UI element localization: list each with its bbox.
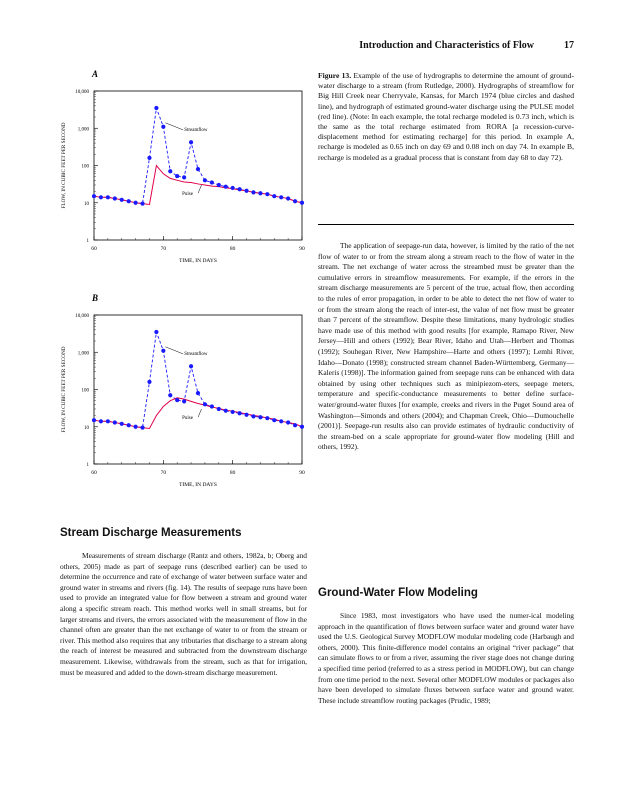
streamflow-point [231, 186, 235, 190]
x-tick-label: 60 [91, 470, 97, 476]
x-tick-label: 80 [229, 470, 236, 476]
page-number: 17 [564, 40, 574, 51]
x-axis-label: TIME, IN DAYS [179, 258, 217, 264]
streamflow-point [113, 420, 117, 424]
streamflow-point [99, 419, 103, 423]
streamflow-point [279, 195, 283, 199]
pulse-leader [198, 409, 201, 417]
streamflow-line [94, 108, 302, 204]
streamflow-point [196, 391, 200, 395]
streamflow-point [140, 425, 144, 429]
streamflow-point [92, 194, 96, 198]
streamflow-point [224, 185, 228, 189]
figure-caption-label: Figure 13. [318, 71, 352, 80]
streamflow-point [154, 106, 158, 110]
streamflow-point [134, 201, 138, 205]
y-tick-label: 1,000 [77, 127, 89, 133]
streamflow-point [244, 189, 248, 193]
y-tick-label: 10 [84, 425, 89, 431]
streamflow-point [265, 192, 269, 196]
panel-label: B [92, 293, 99, 303]
hydrograph-chart-a-svg [60, 69, 310, 272]
streamflow-point [210, 404, 214, 408]
x-tick-label: 60 [91, 246, 97, 252]
plot-frame [94, 315, 302, 464]
y-tick-label: 1 [86, 463, 89, 468]
stream-discharge-heading: Stream Discharge Measurements [60, 527, 242, 539]
streamflow-point [175, 174, 179, 178]
streamflow-point [168, 169, 172, 173]
y-axis-label: FLOW, IN CUBIC FEET PER SECOND [61, 122, 67, 209]
page-header [60, 40, 574, 56]
streamflow-point [147, 156, 151, 160]
stream-discharge-text: Measurements of stream discharge (Rantz and others, 1982a, b; Oberg and others, 2005) made as part of seepage runs (described earlier) can be used to determine the occurrence and rate of exchange of water between surface water and ground water in streams and rivers (fig. 14). The results of seepage runs have been used to provide an integrated value for flow between a stream and ground water along a specific stream reach. This method works well in small streams, but for larger streams and rivers, the errors associated with the measurement of flow in the channel often are greater than the net exchange of water to or from the stream or river. This method also requires that any tributaries that discharge to a stream along the reach of interest be measured and subtracted from the downstream discharge measurement. Likewise, withdrawals from the stream, such as that for irrigation, must be measured and added to the down-stream discharge measurement. [60, 551, 307, 677]
seepage-run-text: The application of seepage-run data, however, is limited by the ratio of the net flow of water to or from the stream along a stream reach to the flow of water in the stream. The net exchange of water across the streambed must be greater than the cumulative errors in streamflow measurements. For example, if the errors in the stream discharge measurements are 5 percent of the true, actual flow, then according to the rules of error propagation, in order to be able to detect the net flow of water to or from the stream along the reach of inter-est, the value of net flow must be greater than 7 percent of the streamflow. Despite these limitations, many hydrologic studies have made use of this method with good results [for example, Ramapo River, New Jersey—Hill and others (1992); Bear River, Idaho and Utah—Herbert and Thomas (1992); Souhegan River, New Hampshire—Harte and others (1997); Lemhi River, Idaho—Donato (1998); constructed stream channel Baden-Württemberg, Germany—Kaleris (1998)]. The information gained from seepage runs can be enhanced with data obtained by using other techniques such as minipiezom-eters, seepage meters, temperature and specific-conductance measurements to better define surface-water/ground-water fluxes [for example, creeks and rivers in the Puget Sound area of Washington—Simonds and others (2004); and Chapman Creek, Ohio—Dumouchelle (2001)]. Seepage-run results also can provide estimates of hydraulic conductivity of the stream-bed on a scale appropriate for ground-water flow modeling (Hill and others, 1992). [318, 241, 574, 452]
streamflow-point [196, 167, 200, 171]
streamflow-point [238, 411, 242, 415]
streamflow-point [217, 183, 221, 187]
streamflow-point [161, 349, 165, 353]
x-tick-label: 90 [299, 470, 305, 476]
streamflow-leader [165, 123, 183, 130]
hydrograph-chart-a [60, 69, 310, 272]
streamflow-point [203, 402, 207, 406]
streamflow-point [224, 409, 228, 413]
streamflow-point [127, 199, 131, 203]
streamflow-point [251, 414, 255, 418]
ground-water-modeling-paragraph [318, 611, 574, 706]
hydrograph-chart-b-svg [60, 293, 310, 496]
y-tick-label: 10 [84, 201, 89, 207]
streamflow-point [189, 364, 193, 368]
y-tick-label: 100 [81, 164, 89, 170]
streamflow-point [210, 180, 214, 184]
pulse-annotation: Pulse [182, 416, 193, 422]
streamflow-point [286, 420, 290, 424]
ground-water-modeling-text: Since 1983, most investigators who have used the numer-ical modeling approach in the quantification of flows between surface water and ground water have used the U.S. Geological Survey MODFLOW modular modeling code (Harbaugh and others, 2000). This finite-difference model contains an original “river package” that can simulate flows to or from a river, assuming the river stage does not change during a specified time period (referred to as a stress period in MODFLOW), but can change from one time period to the next. Several other MODFLOW modules or packages also have been developed to simulate fluxes between surface water and ground water. These include streamflow routing packages (Prudic, 1989; [318, 611, 575, 705]
ground-water-modeling-heading: Ground-Water Flow Modeling [318, 587, 478, 599]
y-tick-label: 100 [81, 388, 89, 394]
streamflow-point [120, 198, 124, 202]
figure-caption [318, 71, 574, 163]
streamflow-point [272, 418, 276, 422]
streamflow-point [106, 419, 110, 423]
streamflow-point [154, 330, 158, 334]
y-tick-label: 10,000 [75, 314, 89, 319]
running-title: Introduction and Characteristics of Flow [359, 40, 534, 51]
panel-label: A [92, 69, 99, 79]
streamflow-leader [165, 347, 183, 354]
x-tick-label: 80 [229, 246, 236, 252]
pulse-annotation: Pulse [182, 192, 193, 198]
streamflow-point [238, 187, 242, 191]
streamflow-point [147, 380, 151, 384]
y-tick-label: 1,000 [77, 351, 89, 357]
streamflow-point [127, 423, 131, 427]
streamflow-point [189, 140, 193, 144]
streamflow-point [106, 195, 110, 199]
streamflow-point [272, 194, 276, 198]
streamflow-point [293, 423, 297, 427]
x-tick-label: 70 [160, 246, 167, 252]
stream-discharge-paragraph [60, 551, 307, 678]
figure-caption-text: Example of the use of hydrographs to determine the amount of ground-water discharge to a stream (from Rutledge, 2000). Hydrographs of streamflow for Big Hill Creek near Cherryvale, Kansas, for March 1974 (blue circles and dashed line), and hydrograph of estimated ground-water discharge using the PULSE model (red line). (Note: In each example, the total recharge modeled is 0.73 inch, which is the same as the total recharge estimated from RORA [a recession-curve-displacement method for estimating recharge] for this period. In example A, recharge is modeled as 0.65 inch on day 69 and 0.08 inch on day 74. In example B, recharge is modeled as a gradual process that is constant from day 68 to day 72). [318, 71, 574, 162]
streamflow-point [244, 413, 248, 417]
streamflow-point [168, 393, 172, 397]
y-tick-label: 10,000 [75, 90, 89, 95]
hydrograph-chart-b [60, 293, 310, 496]
streamflow-point [92, 418, 96, 422]
pulse-line [94, 166, 302, 205]
streamflow-point [300, 425, 304, 429]
streamflow-point [99, 195, 103, 199]
streamflow-point [161, 125, 165, 129]
streamflow-point [300, 201, 304, 205]
streamflow-point [279, 419, 283, 423]
streamflow-point [134, 425, 138, 429]
streamflow-point [113, 196, 117, 200]
streamflow-point [175, 398, 179, 402]
x-tick-label: 90 [299, 246, 305, 252]
streamflow-point [182, 175, 186, 179]
streamflow-point [258, 415, 262, 419]
streamflow-point [265, 416, 269, 420]
streamflow-point [293, 199, 297, 203]
streamflow-line [94, 332, 302, 428]
plot-frame [94, 91, 302, 240]
x-axis-label: TIME, IN DAYS [179, 482, 217, 488]
y-tick-label: 1 [86, 239, 89, 244]
pulse-leader [198, 185, 201, 193]
streamflow-point [286, 196, 290, 200]
streamflow-point [120, 422, 124, 426]
streamflow-point [203, 178, 207, 182]
streamflow-point [140, 201, 144, 205]
streamflow-annotation: Streamflow [184, 351, 208, 357]
y-axis-label: FLOW, IN CUBIC FEET PER SECOND [61, 346, 67, 433]
caption-divider [318, 224, 574, 225]
streamflow-point [182, 399, 186, 403]
streamflow-point [217, 407, 221, 411]
streamflow-point [258, 191, 262, 195]
pulse-line [94, 398, 302, 429]
seepage-run-paragraph [318, 241, 574, 453]
x-tick-label: 70 [160, 470, 167, 476]
streamflow-point [231, 410, 235, 414]
streamflow-point [251, 190, 255, 194]
streamflow-annotation: Streamflow [184, 127, 208, 133]
